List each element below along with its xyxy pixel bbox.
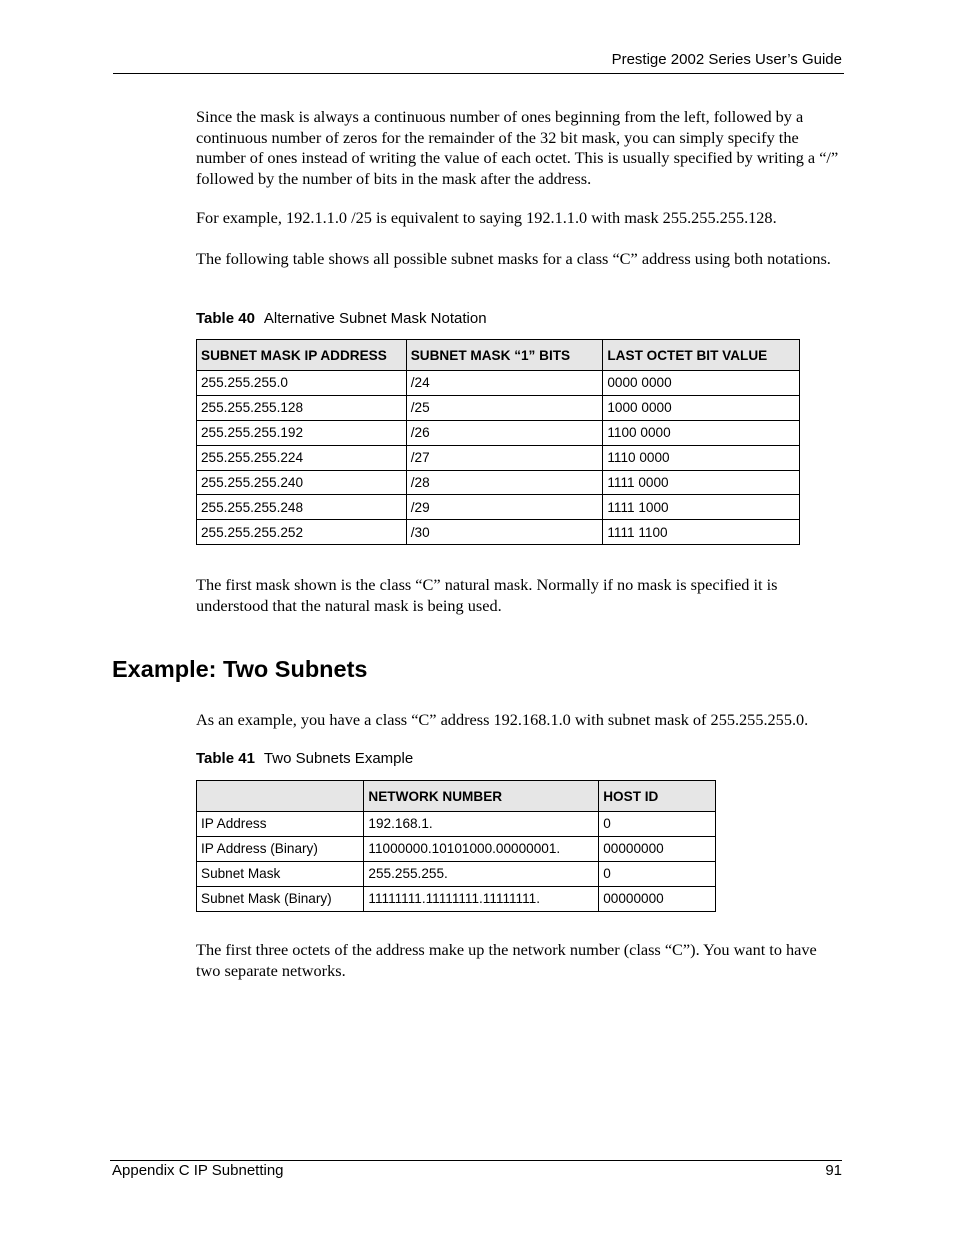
table-cell: 1000 0000 xyxy=(603,395,800,420)
footer-rule xyxy=(110,1160,842,1161)
table-cell: 1100 0000 xyxy=(603,420,800,445)
table-cell: 192.168.1. xyxy=(364,812,599,837)
table-cell: 1111 1100 xyxy=(603,520,800,545)
table-cell: 255.255.255.240 xyxy=(197,470,407,495)
table-cell: 11111111.11111111.11111111. xyxy=(364,886,599,911)
table-40-label: Table 40 xyxy=(196,310,255,327)
table-row xyxy=(197,520,800,545)
paragraph-table-intro: The following table shows all possible subnet masks for a class “C” address using both notations. xyxy=(196,249,831,268)
table-cell: 255.255.255.248 xyxy=(197,495,407,520)
table-row xyxy=(197,836,716,861)
table-row xyxy=(197,420,800,445)
table-cell: 0000 0000 xyxy=(603,371,800,396)
table-cell: /26 xyxy=(406,420,603,445)
table-cell: 00000000 xyxy=(599,886,716,911)
column-header: NETWORK NUMBER xyxy=(364,781,599,812)
table-cell: 00000000 xyxy=(599,836,716,861)
paragraph-two-subnets-intro: As an example, you have a class “C” address 192.168.1.0 with subnet mask of 255.255.255.0. xyxy=(196,710,809,729)
table-cell: 0 xyxy=(599,861,716,886)
table-cell: /29 xyxy=(406,495,603,520)
paragraph-network-number: The first three octets of the address make up the network number (class “C”). You want to have two separate networks. xyxy=(196,940,817,980)
table-cell: 255.255.255.0 xyxy=(197,371,407,396)
table-row xyxy=(197,812,716,837)
table-cell: 1111 0000 xyxy=(603,470,800,495)
table-cell: Subnet Mask xyxy=(197,861,364,886)
table-cell: 11000000.10101000.00000001. xyxy=(364,836,599,861)
table-cell: Subnet Mask (Binary) xyxy=(197,886,364,911)
header-rule xyxy=(113,73,844,74)
table-row xyxy=(197,371,800,396)
table-41-title: Two Subnets Example xyxy=(263,750,414,767)
two-subnets-table xyxy=(196,780,716,912)
table-cell: /25 xyxy=(406,395,603,420)
table-cell: IP Address xyxy=(197,812,364,837)
column-header: HOST ID xyxy=(599,781,716,812)
table-cell: 255.255.255. xyxy=(364,861,599,886)
table-header-row xyxy=(197,340,800,371)
table-40-title: Alternative Subnet Mask Notation xyxy=(263,310,487,327)
table-row xyxy=(197,861,716,886)
table-cell: 255.255.255.192 xyxy=(197,420,407,445)
table-row xyxy=(197,470,800,495)
table-41-label: Table 41 xyxy=(196,750,255,767)
running-header: Prestige 2002 Series User’s Guide xyxy=(611,51,842,68)
table-cell: 1111 1000 xyxy=(603,495,800,520)
column-header: SUBNET MASK IP ADDRESS xyxy=(197,340,407,371)
table-cell: /27 xyxy=(406,445,603,470)
section-heading: Example: Two Subnets xyxy=(112,656,368,682)
table-cell: 255.255.255.224 xyxy=(197,445,407,470)
table-cell: IP Address (Binary) xyxy=(197,836,364,861)
table-cell: 0 xyxy=(599,812,716,837)
table-cell: 255.255.255.252 xyxy=(197,520,407,545)
table-41-caption xyxy=(196,750,413,767)
page-number: 91 xyxy=(825,1162,842,1179)
table-cell: 1110 0000 xyxy=(603,445,800,470)
table-row xyxy=(197,395,800,420)
table-cell: 255.255.255.128 xyxy=(197,395,407,420)
subnet-mask-notation-table xyxy=(196,339,800,545)
table-row xyxy=(197,886,716,911)
table-row xyxy=(197,445,800,470)
paragraph-example: For example, 192.1.1.0 /25 is equivalent to saying 192.1.1.0 with mask 255.255.255.128. xyxy=(196,208,777,227)
table-40-caption xyxy=(196,310,487,327)
table-row xyxy=(197,495,800,520)
column-header xyxy=(197,781,364,812)
column-header: SUBNET MASK “1” BITS xyxy=(406,340,603,371)
table-cell: /28 xyxy=(406,470,603,495)
table-cell: /30 xyxy=(406,520,603,545)
paragraph-natural-mask: The first mask shown is the class “C” natural mask. Normally if no mask is specified it is understood that the natural mask is being used. xyxy=(196,575,778,615)
column-header: LAST OCTET BIT VALUE xyxy=(603,340,800,371)
table-cell: /24 xyxy=(406,371,603,396)
footer-section-title: Appendix C IP Subnetting xyxy=(112,1162,284,1179)
paragraph-mask-notation: Since the mask is always a continuous number of ones beginning from the left, followed by a continuous number of zeros for the remainder of the 32 bit mask, you can simply specify the number of ones instead of writing the value of each octet. This is usually specified by writing a “/” followed by the number of bits in the mask after the address. xyxy=(196,107,839,188)
table-header-row xyxy=(197,781,716,812)
